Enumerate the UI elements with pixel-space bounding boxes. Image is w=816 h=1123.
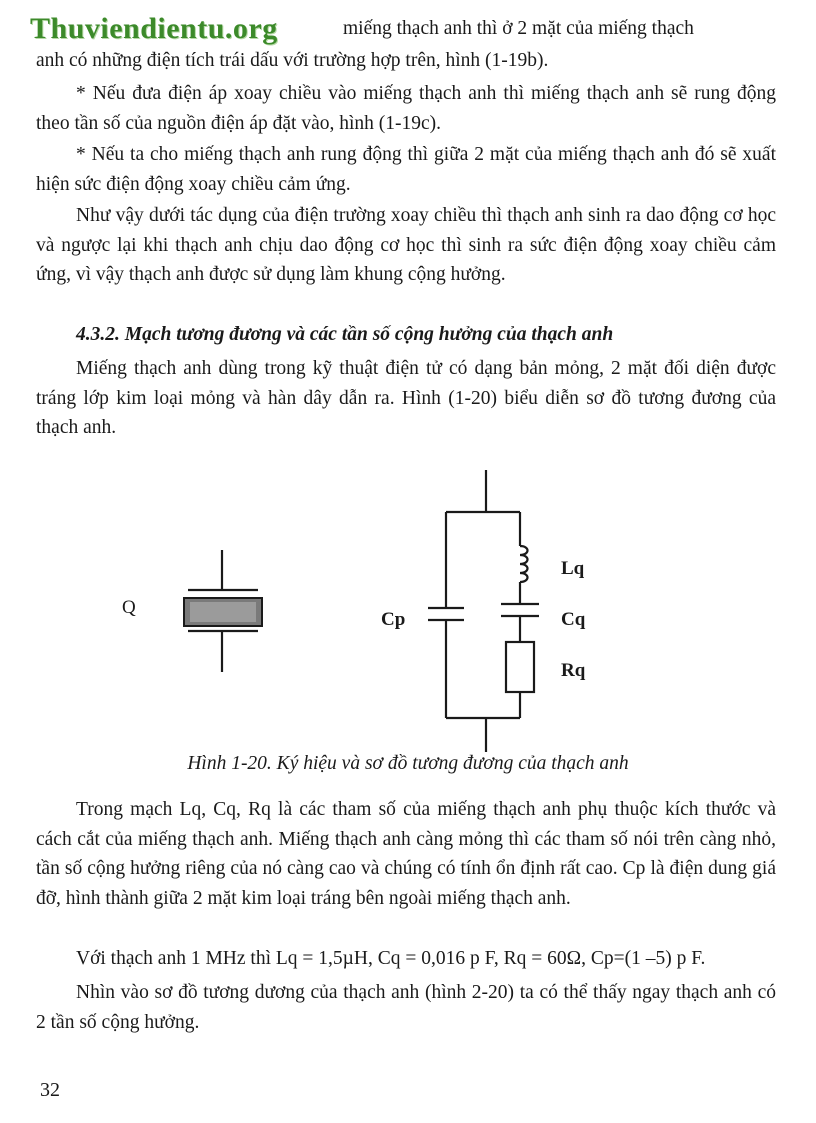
continued-line: miếng thạch anh thì ở 2 mặt của miếng thạch [343, 18, 694, 39]
figure-caption: Hình 1-20. Ký hiệu và sơ đồ tương đương của thạch anh [187, 753, 629, 774]
paragraph-4: Như vậy dưới tác dụng của điện trường xoay chiều thì thạch anh sinh ra dao động cơ học và ngược lại khi thạch anh chịu dao động cơ học thì sinh ra sức điện động xoay chiều cảm ứng, vì vậy thạch anh được sử dụng làm khung cộng hưởng. [36, 205, 776, 285]
label-rq: Rq [561, 660, 586, 681]
paragraph-after-3: Nhìn vào sơ đồ tương dương của thạch anh (hình 2-20) ta có thể thấy ngay thạch anh có 2 tần số cộng hưởng. [36, 982, 776, 1033]
paragraph-1: anh có những điện tích trái dấu với trường hợp trên, hình (1-19b). [36, 50, 549, 71]
label-cq: Cq [561, 609, 586, 630]
label-cp: Cp [381, 609, 406, 630]
lq-coil [520, 546, 528, 582]
label-q: Q [122, 597, 136, 618]
rq-resistor [506, 642, 534, 692]
paragraph-3: * Nếu ta cho miếng thạch anh rung động thì giữa 2 mặt của miếng thạch anh đó sẽ xuất hiện sức điện động xoay chiều cảm ứng. [36, 144, 776, 195]
section-heading: 4.3.2. Mạch tương đương và các tần số cộng hưởng của thạch anh [76, 324, 614, 345]
site-logo: Thuviendientu.org [30, 12, 278, 45]
figure-diagram [0, 460, 816, 760]
crystal-body-texture [190, 602, 256, 622]
label-lq: Lq [561, 558, 585, 579]
paragraph-2: * Nếu đưa điện áp xoay chiều vào miếng thạch anh thì miếng thạch anh sẽ rung động theo tần số của nguồn điện áp đặt vào, hình (1-19c). [36, 83, 776, 134]
paragraph-after-2: Với thạch anh 1 MHz thì Lq = 1,5µH, Cq = 0,016 p F, Rq = 60Ω, Cp=(1 –5) p F. [76, 948, 706, 969]
intro-paragraph: Miếng thạch anh dùng trong kỹ thuật điện tử có dạng bản mỏng, 2 mặt đối diện được tráng lớp kim loại mỏng và hàn dây dẫn ra. Hình (1-20) biểu diễn sơ đồ tương đương của thạch anh. [36, 358, 776, 438]
page-number: 32 [40, 1079, 60, 1101]
paragraph-after-1: Trong mạch Lq, Cq, Rq là các tham số của miếng thạch anh phụ thuộc kích thước và cách cắt của miếng thạch anh. Miếng thạch anh càng mỏng thì các tham số nói trên càng nhỏ, tần số cộng hưởng riêng của nó càng cao và chúng có tính ổn định rất cao. Cp là điện dung giá đỡ, hình thành giữa 2 mặt kim loại tráng bên ngoài miếng thạch anh. [36, 799, 776, 909]
